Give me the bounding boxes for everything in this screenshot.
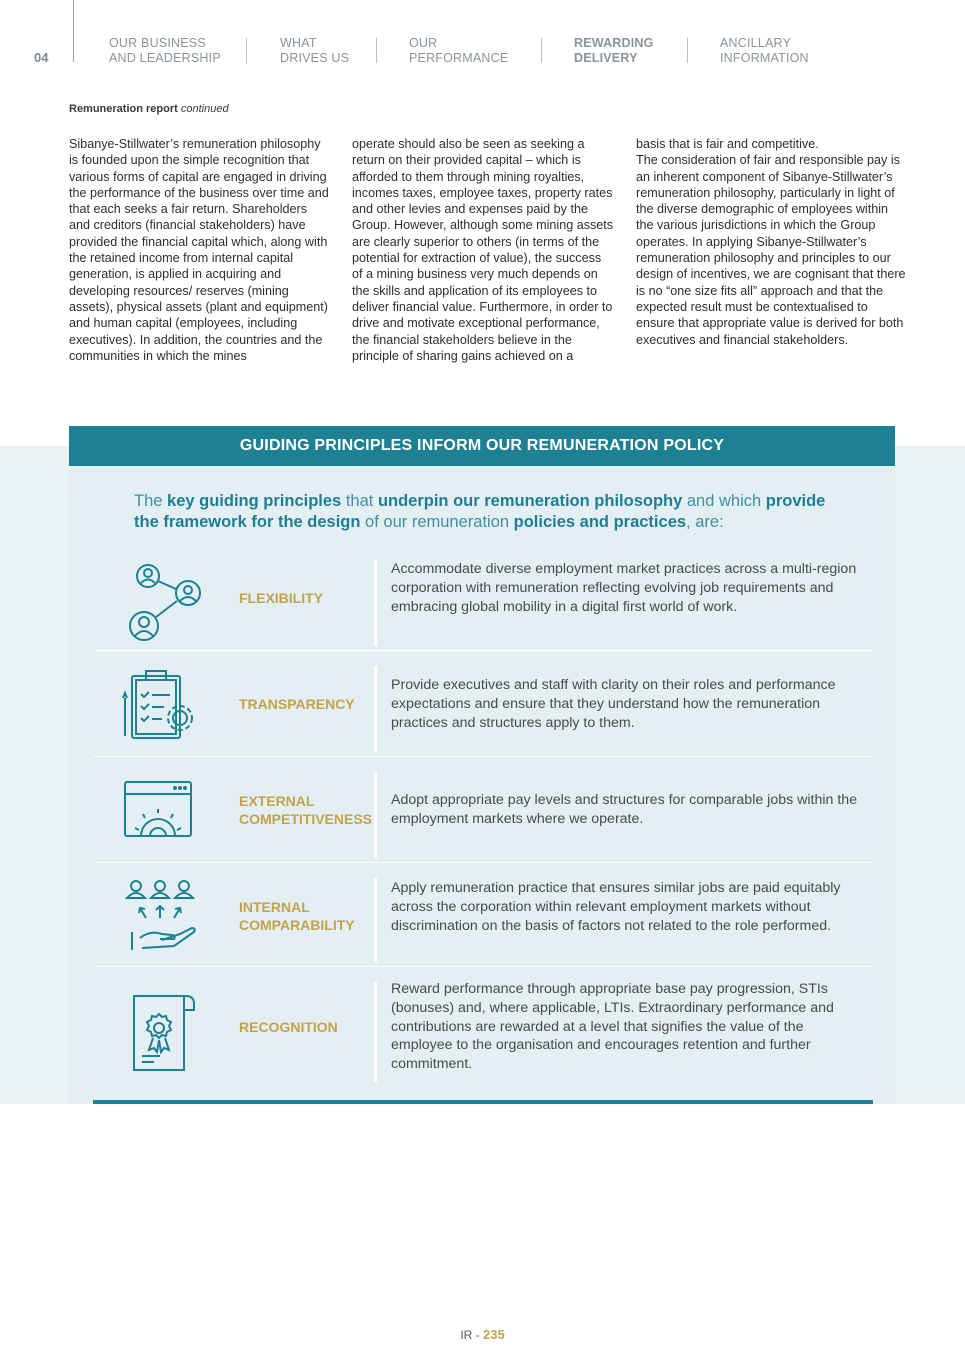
principle-label-flexibility: [239, 589, 323, 607]
nav-separator: [687, 38, 688, 63]
section-label: [69, 103, 229, 115]
section-page-number: 04: [34, 50, 49, 65]
principle-label-line: FLEXIBILITY: [239, 590, 323, 606]
intro-text: that: [341, 492, 378, 510]
body-paragraph: basis that is fair and competitive.: [636, 137, 819, 151]
principle-label-internal-comparability: [239, 898, 355, 934]
principle-desc-recognition: Reward performance through appropriate base pay progression, STIs (bonuses) and, where applicable, LTIs. Extraordinary performance and contributions are rewarded at a level that signifies the value of the employee to the organisation and encourages retention and further commitment.: [391, 981, 834, 1073]
principle-label-line: EXTERNAL: [239, 793, 315, 809]
row-divider: [94, 650, 872, 651]
principle-desc-external-competitiveness: Adopt appropriate pay levels and structures for comparable jobs within the employment markets where we operate.: [391, 792, 858, 827]
body-column-3: [636, 136, 906, 348]
body-paragraph: operate should also be seen as seeking a return on their provided capital – which is afforded to them through mining royalties, incomes taxes, employee taxes, property rates and other levies and expenses paid by the Group. However, although some mining assets are clearly superior to others (in terms of the potential for extraction of value), the success of a mining business very much depends on the skills and application of its employees to deliver financial value. Furthermore, in order to drive and motivate exceptional performance, the financial stakeholders believe in the principle of sharing gains achieved on a: [352, 137, 614, 363]
nav-what-drives-us[interactable]: [280, 36, 349, 66]
nav-separator: [246, 38, 247, 63]
principle-label-transparency: [239, 695, 355, 713]
clipboard-checklist-gear-icon: [120, 668, 202, 742]
nav-separator: [376, 38, 377, 63]
nav-label-line2: DRIVES US: [280, 51, 350, 65]
nav-label-line1: REWARDING: [574, 36, 654, 50]
nav-our-performance[interactable]: [409, 36, 508, 66]
principle-label-line: INTERNAL: [239, 899, 310, 915]
intro-text: of our remuneration: [360, 513, 514, 531]
header-divider-line: [73, 0, 74, 62]
nav-label-line2: DELIVERY: [574, 51, 638, 65]
section-label-bold: Remuneration report: [69, 103, 178, 115]
column-divider: [374, 878, 377, 962]
intro-keyword: key guiding principles: [167, 492, 342, 510]
footer-page-number: 235: [482, 1327, 505, 1342]
intro-keyword: provide the framework for the design: [134, 492, 826, 531]
column-divider: [374, 772, 377, 858]
principle-label-line: COMPETITIVENESS: [239, 811, 373, 827]
infographic-intro: [134, 491, 854, 533]
nav-label-line2: INFORMATION: [720, 51, 809, 65]
nav-label-line1: WHAT: [280, 36, 317, 50]
footer-prefix: IR -: [460, 1328, 483, 1342]
body-paragraph: Sibanye-Stillwater’s remuneration philosophy is founded upon the simple recognition that various forms of capital are engaged in driving the performance of the business over time and that each seeks a fair return. Shareholders and creditors (financial stakeholders) have provided the financial capital which, along with the retained income from internal capital generation, is applied in acquiring and developing resources/ reserves (mining assets), physical assets (plant and equipment) and human capital (employees, including executives). In addition, the countries and the communities in which the mines: [69, 137, 329, 363]
intro-text: and which: [682, 492, 766, 510]
nav-rewarding-delivery[interactable]: [574, 36, 654, 66]
principle-desc-transparency: Provide executives and staff with clarity on their roles and performance expectations and ensure that they understand how the remuneration practices and structures apply to them.: [391, 677, 836, 731]
intro-keyword: underpin our remuneration philosophy: [377, 492, 683, 510]
nav-label-line1: OUR: [409, 36, 438, 50]
intro-keyword: policies and practices: [513, 513, 687, 531]
principle-label-recognition: [239, 1018, 338, 1036]
body-column-1: [69, 136, 331, 364]
column-divider: [374, 982, 377, 1082]
page-footer: [0, 1327, 965, 1342]
infographic-bottom-bar: [93, 1100, 873, 1104]
people-hand-icon: [124, 878, 198, 950]
row-divider: [94, 966, 872, 967]
column-divider: [374, 560, 377, 646]
nav-our-business[interactable]: [109, 36, 221, 66]
nav-label-line2: AND LEADERSHIP: [109, 51, 221, 65]
nav-ancillary-information[interactable]: [720, 36, 809, 66]
people-network-icon: [122, 560, 204, 644]
nav-label-line1: OUR BUSINESS: [109, 36, 206, 50]
principle-label-line: RECOGNITION: [239, 1019, 338, 1035]
principle-desc-flexibility: Accommodate diverse employment market practices across a multi-region corporation with remuneration reflecting evolving job requirements and embracing global mobility in a digital first world of work.: [391, 561, 857, 615]
principle-label-line: TRANSPARENCY: [239, 696, 355, 712]
section-label-italic: continued: [180, 103, 229, 115]
intro-text: The: [134, 492, 168, 510]
infographic-title: GUIDING PRINCIPLES INFORM OUR REMUNERATION POLICY: [239, 437, 725, 454]
principle-label-external-competitiveness: [239, 792, 372, 828]
body-column-2: [352, 136, 614, 364]
nav-label-line2: PERFORMANCE: [409, 51, 509, 65]
nav-label-line1: ANCILLARY: [720, 36, 792, 50]
row-divider: [94, 862, 872, 863]
body-paragraph: The consideration of fair and responsible pay is an inherent component of Sibanye-Stillwater’s remuneration philosophy, particularly in light of the diverse demographic of employees within the various jurisdictions in which the Group operates. In applying Sibanye-Stillwater’s remuneration philosophy and principles to our design of incentives, we are cognisant that there is no “one size fits all” approach and that the expected result must be contextualised to ensure that appropriate value is derived for both executives and financial stakeholders.: [636, 153, 906, 347]
nav-separator: [541, 38, 542, 63]
intro-text: , are:: [686, 513, 724, 531]
principle-desc-internal-comparability: Apply remuneration practice that ensures similar jobs are paid equitably across the corporation within relevant employment markets without discrimination on the basis of factors not related to the role performed.: [391, 880, 841, 934]
row-divider: [94, 756, 872, 757]
certificate-icon: [128, 992, 198, 1072]
principle-label-line: COMPARABILITY: [239, 917, 355, 933]
browser-gear-icon: [123, 780, 195, 840]
column-divider: [374, 666, 377, 752]
